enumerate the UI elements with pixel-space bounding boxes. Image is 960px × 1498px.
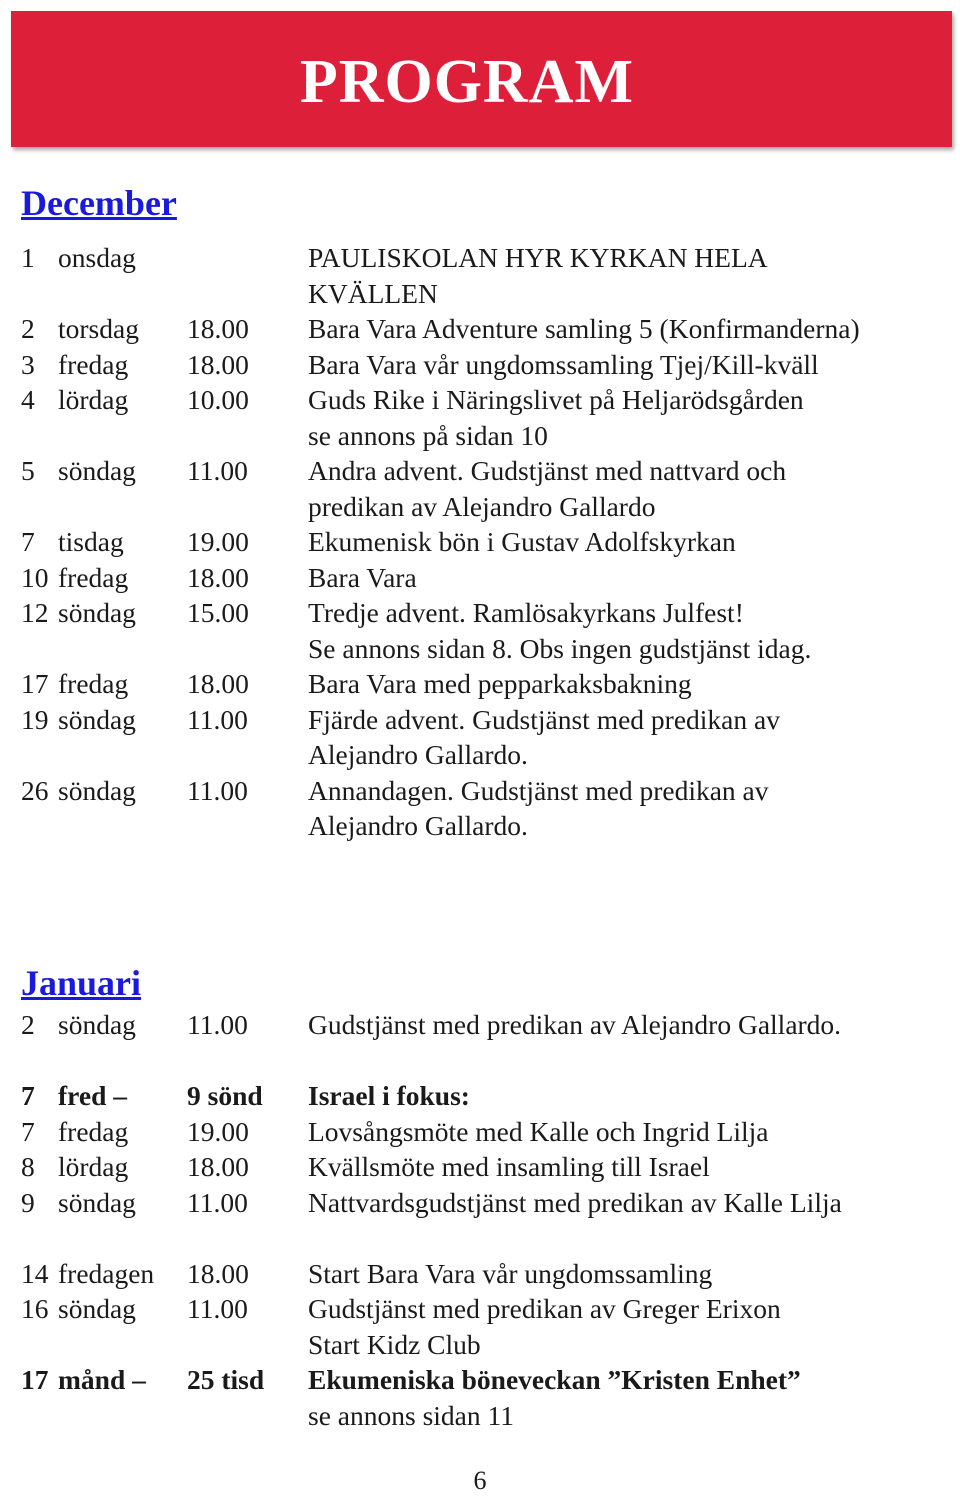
row-time: 11.00 <box>187 455 248 486</box>
description-note: se annons sidan 11 <box>308 1399 514 1431</box>
description-line: Bara Vara vår ungdomssamling Tjej/Kill-kväll <box>308 348 819 380</box>
row-description <box>308 347 941 383</box>
row-weekday: söndag <box>58 1186 136 1218</box>
schedule-row <box>21 1256 941 1292</box>
schedule-row <box>21 1362 941 1433</box>
description-line: Bara Vara Adventure samling 5 (Konfirmanderna) <box>308 313 860 344</box>
description-line: Nattvardsgudstjänst med predikan av Kalle Lilja <box>308 1186 842 1218</box>
row-description <box>308 1007 941 1043</box>
description-line: Fjärde advent. Gudstjänst med predikan av <box>308 703 780 735</box>
januari-heading: Januari <box>21 963 142 1003</box>
row-weekday: fred – <box>58 1080 127 1111</box>
description-line: Gudstjänst med predikan av Alejandro Gallardo. <box>308 1009 842 1040</box>
description-line: Tredje advent. Ramlösakyrkans Julfest! <box>308 597 744 628</box>
row-date-number: 2 <box>21 313 35 344</box>
row-date-number: 17 <box>21 1364 49 1395</box>
schedule-row <box>21 560 941 596</box>
row-weekday: lördag <box>58 384 129 415</box>
row-weekday: torsdag <box>58 313 139 344</box>
row-weekday: fredagen <box>58 1257 155 1289</box>
row-date-number: 5 <box>21 455 35 486</box>
description-line: Israel i fokus: <box>308 1080 470 1111</box>
row-date-number: 7 <box>21 1115 35 1147</box>
december-schedule <box>21 240 941 844</box>
row-weekday: söndag <box>58 1293 136 1324</box>
row-time: 18.00 <box>187 1257 249 1289</box>
row-time: 11.00 <box>187 1293 248 1324</box>
row-time: 11.00 <box>187 774 248 806</box>
row-weekday: fredag <box>58 561 129 593</box>
row-spacer <box>21 1220 941 1256</box>
row-time: 11.00 <box>187 1186 248 1218</box>
row-time: 9 sönd <box>187 1080 263 1111</box>
description-line: Alejandro Gallardo. <box>308 739 528 770</box>
schedule-row <box>21 453 941 524</box>
page-title: PROGRAM <box>299 48 634 116</box>
description-line: Ekumenisk bön i Gustav Adolfskyrkan <box>308 526 736 557</box>
row-time: 19.00 <box>187 1115 249 1147</box>
description-line: Ekumeniska böneveckan ”Kristen Enhet” <box>308 1364 801 1395</box>
schedule-row <box>21 595 941 666</box>
row-date-number: 7 <box>21 526 35 557</box>
row-description <box>308 1185 941 1221</box>
row-description <box>308 1291 941 1362</box>
row-time: 15.00 <box>187 597 249 628</box>
row-description <box>308 595 941 666</box>
row-time: 18.00 <box>187 313 249 344</box>
row-description <box>308 1149 941 1185</box>
row-weekday: månd – <box>58 1364 146 1395</box>
schedule-row <box>21 382 941 453</box>
row-description <box>308 453 941 524</box>
row-time: 25 tisd <box>187 1364 265 1395</box>
row-time: 18.00 <box>187 348 249 380</box>
row-time: 10.00 <box>187 384 249 415</box>
description-line: Start Bara Vara vår ungdomssamling <box>308 1257 713 1289</box>
schedule-row <box>21 666 941 702</box>
schedule-row <box>21 240 941 311</box>
row-date-number: 16 <box>21 1293 49 1324</box>
row-time: 18.00 <box>187 1151 249 1182</box>
row-date-number: 7 <box>21 1080 35 1111</box>
row-time: 18.00 <box>187 561 249 593</box>
row-description <box>308 773 941 844</box>
schedule-row <box>21 773 941 844</box>
schedule-row <box>21 1007 941 1043</box>
row-weekday: tisdag <box>58 526 124 557</box>
schedule-row <box>21 1291 941 1362</box>
row-time: 11.00 <box>187 703 248 735</box>
description-line: Bara Vara med pepparkaksbakning <box>308 668 692 699</box>
schedule-row <box>21 1185 941 1221</box>
schedule-row <box>21 702 941 773</box>
row-weekday: söndag <box>58 597 136 628</box>
row-weekday: onsdag <box>58 242 136 273</box>
row-description <box>308 1256 941 1292</box>
row-time: 11.00 <box>187 1009 248 1040</box>
row-description <box>308 311 941 347</box>
description-line: PAULISKOLAN HYR KYRKAN HELA <box>308 242 768 273</box>
row-spacer <box>21 1043 941 1079</box>
description-line: Andra advent. Gudstjänst med nattvard och <box>308 455 787 486</box>
program-banner <box>11 11 952 147</box>
row-date-number: 17 <box>21 668 49 699</box>
description-line: Se annons sidan 8. Obs ingen gudstjänst idag. <box>308 632 812 664</box>
row-description <box>308 1114 941 1150</box>
row-time: 18.00 <box>187 668 249 699</box>
description-line: Kvällsmöte med insamling till Israel <box>308 1151 710 1182</box>
schedule-row <box>21 311 941 347</box>
row-date-number: 19 <box>21 703 49 735</box>
row-description <box>308 560 941 596</box>
description-line: predikan av Alejandro Gallardo <box>308 490 656 522</box>
row-weekday: söndag <box>58 1009 136 1040</box>
schedule-row <box>21 524 941 560</box>
december-heading: December <box>21 183 177 223</box>
schedule-row <box>21 1078 941 1114</box>
row-weekday: söndag <box>58 455 136 486</box>
row-time: 19.00 <box>187 526 249 557</box>
row-date-number: 3 <box>21 348 35 380</box>
row-date-number: 12 <box>21 597 49 628</box>
row-description <box>308 666 941 702</box>
row-description <box>308 524 941 560</box>
row-weekday: söndag <box>58 774 136 806</box>
row-date-number: 4 <box>21 384 35 415</box>
description-line: Start Kidz Club <box>308 1328 481 1360</box>
page-number: 6 <box>473 1466 487 1495</box>
row-weekday: söndag <box>58 703 136 735</box>
row-date-number: 9 <box>21 1186 35 1218</box>
description-line: Annandagen. Gudstjänst med predikan av <box>308 774 769 806</box>
schedule-row <box>21 347 941 383</box>
row-weekday: fredag <box>58 348 129 380</box>
row-description <box>308 702 941 773</box>
row-date-number: 1 <box>21 242 35 273</box>
description-line: se annons på sidan 10 <box>308 419 548 451</box>
description-line: Bara Vara <box>308 561 417 593</box>
row-date-number: 10 <box>21 561 49 593</box>
row-description <box>308 240 941 311</box>
row-date-number: 8 <box>21 1151 35 1182</box>
row-date-number: 14 <box>21 1257 49 1289</box>
row-description <box>308 1078 941 1114</box>
description-line: Lovsångsmöte med Kalle och Ingrid Lilja <box>308 1115 769 1147</box>
row-date-number: 26 <box>21 774 49 806</box>
januari-schedule <box>21 1007 941 1433</box>
row-weekday: lördag <box>58 1151 129 1182</box>
row-date-number: 2 <box>21 1009 35 1040</box>
description-line: Gudstjänst med predikan av Greger Erixon <box>308 1293 781 1324</box>
row-weekday: fredag <box>58 1115 129 1147</box>
description-line: Guds Rike i Näringslivet på Heljarödsgården <box>308 384 804 415</box>
schedule-row <box>21 1149 941 1185</box>
row-description <box>308 1362 941 1433</box>
row-weekday: fredag <box>58 668 129 699</box>
description-line: Alejandro Gallardo. <box>308 810 528 841</box>
schedule-row <box>21 1114 941 1150</box>
row-description <box>308 382 941 453</box>
description-line: KVÄLLEN <box>308 277 438 309</box>
